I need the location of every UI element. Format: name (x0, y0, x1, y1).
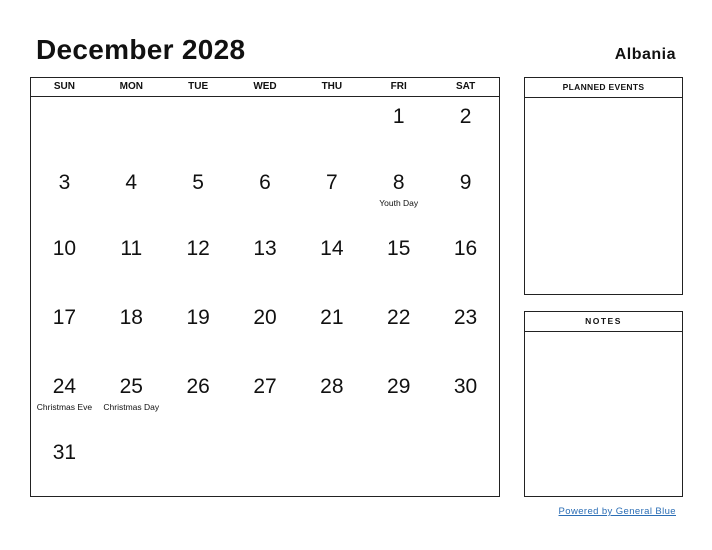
day-number: 21 (320, 306, 344, 329)
day-number: 3 (58, 171, 71, 194)
day-cell-31 (31, 433, 98, 501)
day-cell-21 (298, 298, 365, 367)
empty-day-cell (165, 433, 232, 501)
weekday-fri: FRI (390, 81, 407, 92)
day-cell-19 (165, 298, 232, 367)
day-number: 15 (387, 237, 411, 260)
day-cell-11 (98, 229, 165, 298)
day-number: 26 (186, 375, 210, 398)
day-number: 27 (253, 375, 277, 398)
weekday-tue: TUE (188, 81, 209, 92)
day-number: 12 (186, 237, 210, 260)
day-cell-20 (232, 298, 299, 367)
day-number: 8 (392, 171, 405, 194)
empty-day-cell (298, 97, 365, 163)
day-number: 14 (320, 237, 344, 260)
planned-events-panel (524, 77, 683, 295)
day-number: 13 (253, 237, 277, 260)
day-number: 31 (52, 441, 77, 464)
planned-events-title: PLANNED EVENTS (525, 78, 682, 98)
day-number: 4 (125, 171, 138, 194)
empty-day-cell (298, 433, 365, 501)
day-cell-16 (432, 229, 499, 298)
weekday-sat: SAT (455, 81, 476, 92)
day-number: 22 (387, 306, 411, 329)
holiday-label: Christmas Day (103, 402, 160, 412)
day-number: 9 (459, 171, 472, 194)
day-cell-13 (232, 229, 299, 298)
day-cell-12 (165, 229, 232, 298)
day-cell-29 (365, 367, 432, 433)
day-cell-7 (298, 163, 365, 229)
empty-day-cell (31, 97, 98, 163)
day-cell-1 (365, 97, 432, 163)
day-cell-15 (365, 229, 432, 298)
empty-day-cell (432, 433, 499, 501)
day-cell-4 (98, 163, 165, 229)
day-number: 19 (186, 306, 210, 329)
weekday-sun: SUN (53, 81, 75, 92)
day-cell-6 (232, 163, 299, 229)
empty-day-cell (98, 97, 165, 163)
day-cell-26 (165, 367, 232, 433)
notes-panel (524, 311, 683, 497)
weekday-mon: MON (119, 81, 143, 92)
day-number: 7 (326, 171, 338, 194)
empty-day-cell (232, 433, 299, 501)
day-cell-28 (298, 367, 365, 433)
day-number: 20 (253, 306, 277, 329)
day-number: 6 (259, 171, 271, 194)
day-cell-27 (232, 367, 299, 433)
empty-day-cell (365, 433, 432, 501)
day-cell-25 (98, 367, 165, 433)
page-title: December 2028 (36, 34, 246, 65)
day-cell-17 (31, 298, 98, 367)
notes-title: NOTES (525, 312, 682, 332)
day-number: 16 (453, 237, 478, 260)
day-cell-8 (365, 163, 432, 229)
day-cell-14 (298, 229, 365, 298)
day-number: 25 (119, 375, 143, 398)
day-number: 29 (387, 375, 411, 398)
holiday-label: Christmas Eve (36, 402, 93, 412)
day-cell-22 (365, 298, 432, 367)
empty-day-cell (98, 433, 165, 501)
day-cell-5 (165, 163, 232, 229)
day-cell-30 (432, 367, 499, 433)
weekday-wed: WED (253, 81, 277, 92)
calendar-grid (30, 77, 500, 497)
day-number: 2 (459, 105, 472, 128)
day-number: 5 (192, 171, 204, 194)
holiday-label: Youth Day (379, 198, 419, 208)
country-label: Albania (614, 46, 676, 63)
day-cell-23 (432, 298, 499, 367)
day-cell-10 (31, 229, 98, 298)
day-number: 23 (453, 306, 478, 329)
day-number: 30 (453, 375, 478, 398)
empty-day-cell (232, 97, 299, 163)
day-number: 17 (52, 306, 77, 329)
day-number: 18 (119, 306, 143, 329)
weekday-thu: THU (321, 81, 343, 92)
day-cell-18 (98, 298, 165, 367)
day-cell-9 (432, 163, 499, 229)
weekday-header (31, 78, 499, 97)
day-number: 10 (52, 237, 77, 260)
day-cell-2 (432, 97, 499, 163)
powered-by-link[interactable]: Powered by General Blue (558, 506, 676, 517)
day-cell-24 (31, 367, 98, 433)
day-cell-3 (31, 163, 98, 229)
day-number: 1 (392, 105, 405, 128)
day-number: 24 (52, 375, 77, 398)
empty-day-cell (165, 97, 232, 163)
day-number: 28 (320, 375, 344, 398)
day-number: 11 (120, 237, 143, 260)
day-grid (31, 97, 499, 501)
